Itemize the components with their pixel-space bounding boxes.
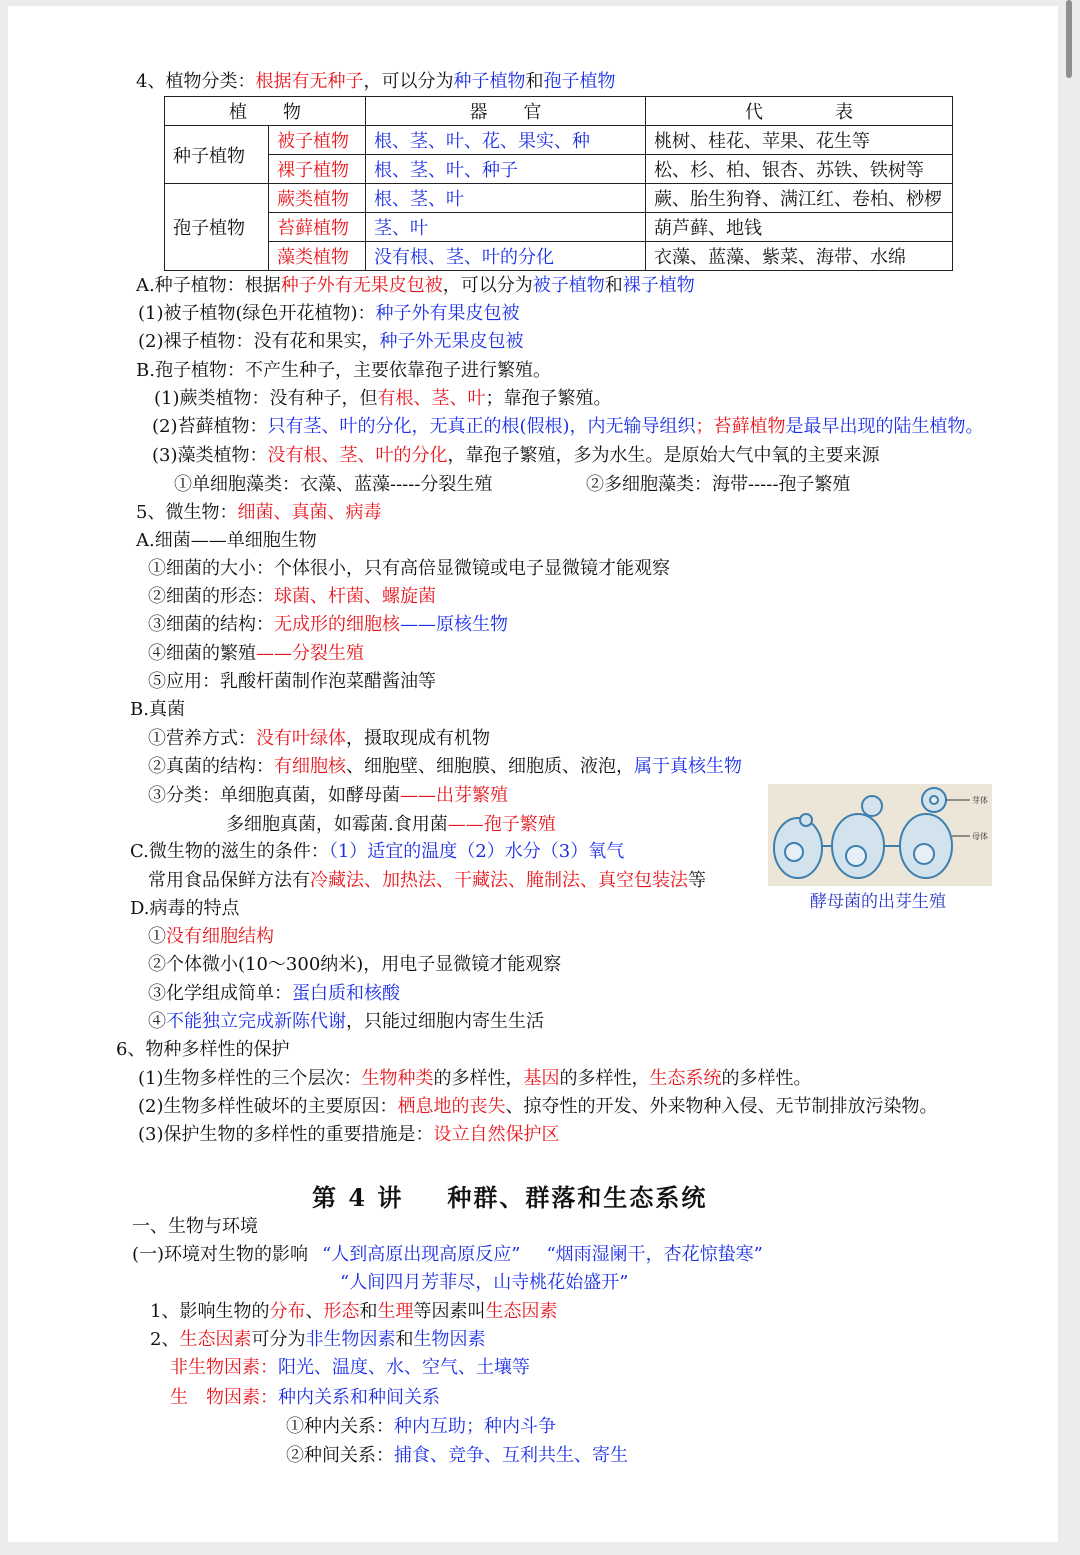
plant-classification-table	[164, 96, 953, 271]
biotic-factors: 生 物因素：种内关系和种间关系	[170, 1387, 440, 1408]
biodiversity-protection: (3)保护生物的多样性的重要措施是：设立自然保护区	[138, 1124, 560, 1145]
bacteria-application: ⑤应用：乳酸杆菌制作泡菜醋酱油等	[148, 671, 436, 692]
moss-line: (2)苔藓植物：只有茎、叶的分化，无真正的根(假根)，内无输导组织；苔藓植物是最早出现的陆生植物。	[152, 416, 984, 437]
yeast-budding-illustration	[768, 784, 992, 886]
virus-metabolism: ④不能独立完成新陈代谢，只能过细胞内寄生生活	[148, 1011, 544, 1032]
group-spore-plants: 孢子植物	[165, 184, 269, 271]
gymnosperm-line: (2)裸子植物：没有花和果实，种子外无果皮包被	[138, 331, 524, 352]
plant-organs: 茎、叶	[366, 213, 646, 242]
header-organs: 器 官	[366, 97, 646, 126]
table-row	[165, 213, 953, 242]
food-preservation: 常用食品保鲜方法有冷藏法、加热法、干藏法、腌制法、真空包装法等	[148, 870, 706, 891]
lecture-title: 第 4 讲 种群、群落和生态系统	[312, 1183, 708, 1212]
virus-structure: ①没有细胞结构	[148, 926, 274, 947]
plant-examples: 松、杉、柏、银杏、苏铁、铁树等	[646, 155, 953, 184]
section-5-heading: 5、微生物：细菌、真菌、病毒	[136, 502, 382, 523]
virus-size: ②个体微小(10～300纳米)，用电子显微镜才能观察	[148, 954, 562, 975]
header-plants: 植 物	[165, 97, 366, 126]
virus-composition: ③化学组成简单：蛋白质和核酸	[148, 983, 400, 1004]
plant-type: 裸子植物	[269, 155, 366, 184]
section-4-heading: 4、植物分类：根据有无种子，可以分为种子植物和孢子植物	[136, 71, 616, 92]
seed-plants-line: A.种子植物：根据种子外有无果皮包被，可以分为被子植物和裸子植物	[136, 275, 695, 296]
fungi-multicellular: 多细胞真菌，如霉菌.食用菌——孢子繁殖	[226, 814, 556, 835]
figure-caption: 酵母菌的出芽生殖	[810, 892, 946, 912]
table-row	[165, 126, 953, 155]
table-header-row	[165, 97, 953, 126]
plant-type: 蕨类植物	[269, 184, 366, 213]
env-influence: (一)环境对生物的影响 “人到高原出现高原反应” “烟雨湿阑干，杏花惊蛰寒”	[132, 1244, 763, 1265]
biodiversity-levels: (1)生物多样性的三个层次：生物种类的多样性，基因的多样性，生态系统的多样性。	[138, 1068, 812, 1089]
header-examples: 代 表	[646, 97, 953, 126]
plant-type: 被子植物	[269, 126, 366, 155]
fern-line: (1)蕨类植物：没有种子，但有根、茎、叶；靠孢子繁殖。	[154, 388, 612, 409]
interspecific-relations: ②种间关系：捕食、竞争、互利共生、寄生	[286, 1445, 628, 1466]
section-6-heading: 6、物种多样性的保护	[116, 1039, 290, 1060]
label-bud: 芽体	[972, 796, 988, 805]
fungi-structure: ②真菌的结构：有细胞核、细胞壁、细胞膜、细胞质、液泡，属于真核生物	[148, 756, 742, 777]
plant-organs: 根、茎、叶	[366, 184, 646, 213]
plant-examples: 衣藻、蓝藻、紫菜、海带、水绵	[646, 242, 953, 271]
intraspecific-relations: ①种内关系：种内互助；种内斗争	[286, 1416, 556, 1437]
yeast-budding-figure	[768, 784, 992, 886]
table-row	[165, 242, 953, 271]
plant-organs: 没有根、茎、叶的分化	[366, 242, 646, 271]
ecological-factors-types: 2、生态因素可分为非生物因素和生物因素	[150, 1329, 486, 1350]
bacteria-shape: ②细菌的形态：球菌、杆菌、螺旋菌	[148, 586, 436, 607]
algae-line: (3)藻类植物：没有根、茎、叶的分化，靠孢子繁殖，多为水生。是原始大气中氧的主要来源	[152, 445, 880, 466]
scrollbar-thumb[interactable]	[1066, 0, 1072, 78]
bacteria-title: A.细菌——单细胞生物	[136, 530, 317, 551]
plant-examples: 桃树、桂花、苹果、花生等	[646, 126, 953, 155]
plant-type: 藻类植物	[269, 242, 366, 271]
algae-multicellular: ②多细胞藻类：海带-----孢子繁殖	[586, 474, 851, 495]
growth-conditions: C.微生物的滋生的条件：（1）适宜的温度（2）水分（3）氧气	[130, 841, 625, 862]
bacteria-reproduction: ④细菌的繁殖——分裂生殖	[148, 643, 364, 664]
env-heading: 一、生物与环境	[132, 1216, 258, 1237]
fungi-unicellular: ③分类：单细胞真菌，如酵母菌——出芽繁殖	[148, 785, 508, 806]
ecological-factors-def: 1、影响生物的分布、形态和生理等因素叫生态因素	[150, 1301, 558, 1322]
fungi-title: B.真菌	[130, 699, 185, 720]
virus-title: D.病毒的特点	[130, 898, 240, 919]
table-row	[165, 184, 953, 213]
plant-examples: 葫芦藓、地钱	[646, 213, 953, 242]
env-quote-3: “人间四月芳菲尽，山寺桃花始盛开”	[340, 1272, 629, 1293]
algae-unicellular: ①单细胞藻类：衣藻、蓝藻-----分裂生殖	[174, 474, 493, 495]
plant-organs: 根、茎、叶、花、果实、种	[366, 126, 646, 155]
plant-examples: 蕨、胎生狗脊、满江红、卷柏、桫椤	[646, 184, 953, 213]
angiosperm-line: (1)被子植物(绿色开花植物)：种子外有果皮包被	[138, 303, 520, 324]
bacteria-structure: ③细菌的结构：无成形的细胞核——原核生物	[148, 614, 508, 635]
plant-organs: 根、茎、叶、种子	[366, 155, 646, 184]
biodiversity-threats: (2)生物多样性破坏的主要原因：栖息地的丧失、掠夺性的开发、外来物种入侵、无节制排放污染物。	[138, 1096, 938, 1117]
plant-type: 苔藓植物	[269, 213, 366, 242]
label-mother: 母体	[972, 832, 988, 841]
table-row	[165, 155, 953, 184]
spore-plants-line: B.孢子植物：不产生种子，主要依靠孢子进行繁殖。	[136, 360, 551, 381]
bacteria-size: ①细菌的大小：个体很小，只有高倍显微镜或电子显微镜才能观察	[148, 558, 670, 579]
abiotic-factors: 非生物因素：阳光、温度、水、空气、土壤等	[170, 1357, 530, 1378]
group-seed-plants: 种子植物	[165, 126, 269, 184]
fungi-nutrition: ①营养方式：没有叶绿体，摄取现成有机物	[148, 728, 490, 749]
